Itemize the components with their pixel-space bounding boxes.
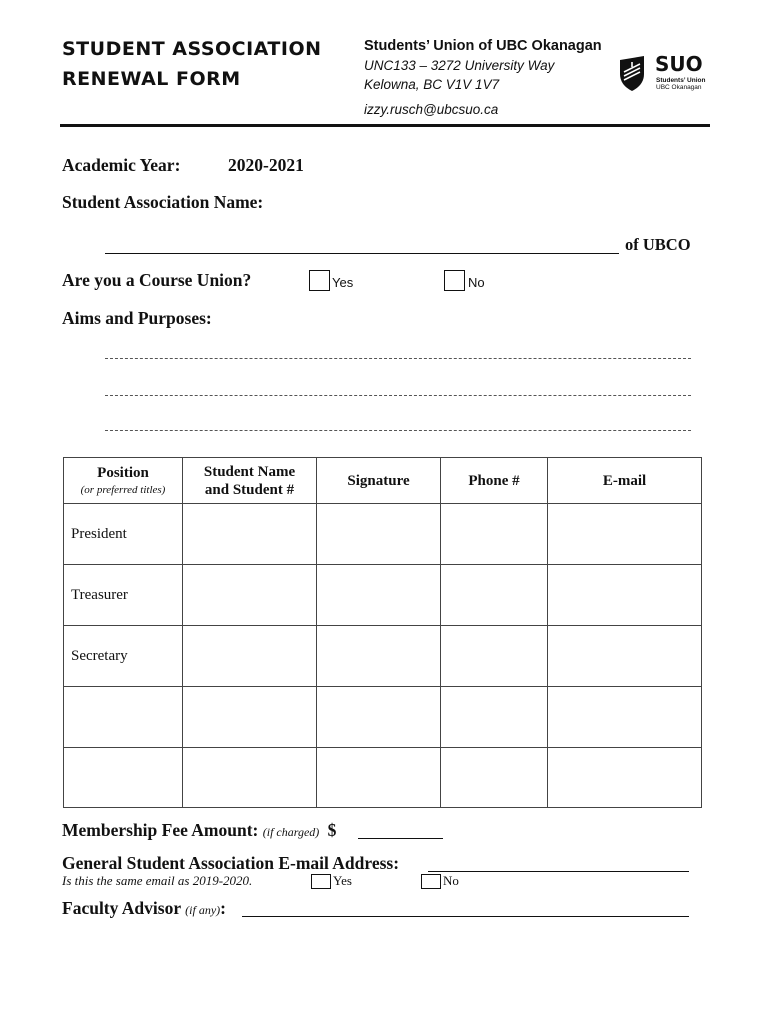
cell-email[interactable] [548, 748, 702, 808]
org-name: Students’ Union of UBC Okanagan [364, 38, 602, 54]
suo-shield-icon [618, 54, 646, 92]
org-address-block [364, 36, 602, 119]
course-union-label: Are you a Course Union? [62, 270, 252, 290]
cell-name[interactable] [183, 504, 317, 565]
cell-name[interactable] [183, 565, 317, 626]
cell-name[interactable] [183, 687, 317, 748]
table-row [64, 626, 702, 687]
row-position-president: President [64, 504, 183, 565]
aims-line-1[interactable] [105, 358, 691, 359]
row-position-blank[interactable] [64, 687, 183, 748]
table-row [64, 748, 702, 808]
address-line2: Kelowna, BC V1V 1V7 [364, 77, 500, 92]
same-email-no-checkbox[interactable] [421, 874, 441, 889]
aims-label: Aims and Purposes: [62, 308, 212, 328]
assoc-name-field[interactable] [105, 253, 619, 254]
same-email-no-label: No [443, 873, 459, 888]
suo-logo [618, 54, 713, 94]
cell-signature[interactable] [317, 687, 441, 748]
course-union-no-label: No [468, 275, 485, 290]
org-email: izzy.rusch@ubcsuo.ca [364, 102, 499, 117]
general-email-label: General Student Association E-mail Address: [62, 853, 400, 873]
cell-email[interactable] [548, 504, 702, 565]
cell-phone[interactable] [441, 626, 548, 687]
assoc-name-suffix: of UBCO [625, 235, 691, 254]
row-position-secretary: Secretary [64, 626, 183, 687]
cell-signature[interactable] [317, 748, 441, 808]
fee-currency: $ [327, 820, 337, 840]
header-phone: Phone # [441, 458, 548, 504]
advisor-field[interactable] [242, 916, 689, 917]
fee-amount-field[interactable] [358, 838, 443, 839]
fee-label: Membership Fee Amount: [62, 820, 259, 840]
fee-note: (if charged) [262, 825, 320, 839]
cell-signature[interactable] [317, 565, 441, 626]
same-email-yes-label: Yes [333, 873, 352, 888]
cell-signature[interactable] [317, 626, 441, 687]
address-line1: UNC133 – 3272 University Way [364, 58, 555, 73]
header-student-name: Student Name and Student # [183, 458, 317, 504]
cell-phone[interactable] [441, 687, 548, 748]
aims-line-3[interactable] [105, 430, 691, 431]
form-title-line2: RENEWAL FORM [62, 68, 241, 90]
cell-phone[interactable] [441, 504, 548, 565]
logo-line1: Students’ Union [656, 77, 706, 84]
course-union-yes-checkbox[interactable] [309, 270, 330, 291]
advisor-note: (if any) [185, 903, 221, 917]
header-position: Position (or preferred titles) [64, 458, 183, 504]
row-position-blank[interactable] [64, 748, 183, 808]
header-signature: Signature [317, 458, 441, 504]
cell-name[interactable] [183, 748, 317, 808]
cell-signature[interactable] [317, 504, 441, 565]
general-email-field[interactable] [428, 871, 689, 872]
logo-abbr: SUO [655, 52, 703, 76]
cell-email[interactable] [548, 687, 702, 748]
header-email: E-mail [548, 458, 702, 504]
cell-phone[interactable] [441, 565, 548, 626]
row-position-treasurer: Treasurer [64, 565, 183, 626]
course-union-yes-label: Yes [332, 275, 354, 290]
table-row [64, 504, 702, 565]
aims-line-2[interactable] [105, 395, 691, 396]
header-position-sub: (or preferred titles) [80, 483, 166, 496]
form-title [62, 34, 322, 94]
form-title-line1: STUDENT ASSOCIATION [62, 38, 322, 60]
advisor-row [62, 898, 226, 919]
cell-email[interactable] [548, 565, 702, 626]
advisor-colon: : [220, 898, 226, 918]
course-union-no-checkbox[interactable] [444, 270, 465, 291]
academic-year-label: Academic Year: [62, 155, 181, 175]
logo-line2: UBC Okanagan [656, 84, 702, 91]
table-row [64, 565, 702, 626]
assoc-name-label: Student Association Name: [62, 192, 264, 212]
same-email-yes-checkbox[interactable] [311, 874, 331, 889]
table-header-row [64, 458, 702, 504]
officers-table [63, 457, 702, 808]
cell-name[interactable] [183, 626, 317, 687]
fee-row [62, 820, 336, 841]
advisor-label: Faculty Advisor [62, 898, 181, 918]
header-divider [60, 124, 710, 127]
table-row [64, 687, 702, 748]
academic-year-value: 2020-2021 [228, 155, 304, 175]
cell-email[interactable] [548, 626, 702, 687]
same-email-question: Is this the same email as 2019-2020. [62, 873, 253, 888]
cell-phone[interactable] [441, 748, 548, 808]
